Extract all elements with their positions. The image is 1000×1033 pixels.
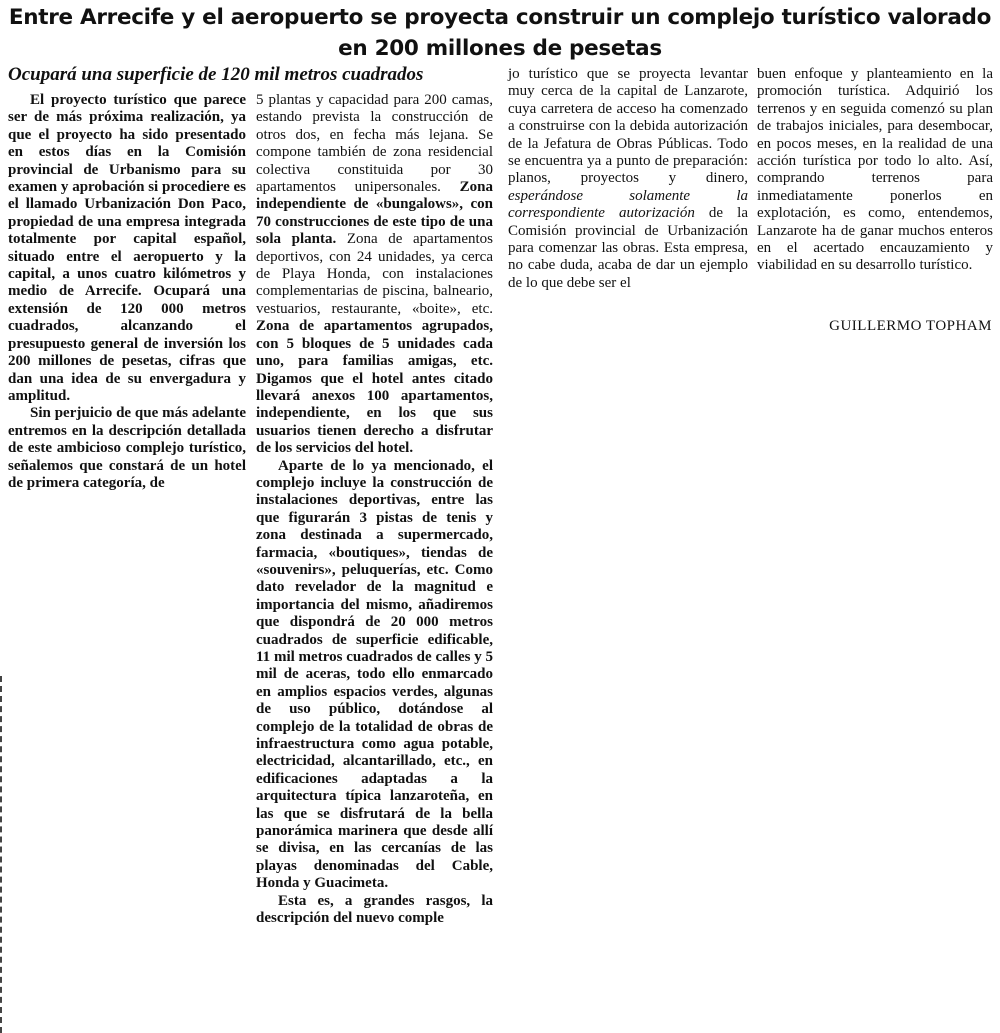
text-run: esperándose solamente la correspondiente autorización xyxy=(508,187,748,222)
text-run: 5 plantas y capacidad para 200 camas, estando prevista la construcción de otros dos, en fecha más lejana. Se compone también de zona residencial colectiva constituida por 30 apartamentos unipersonales. xyxy=(256,92,493,196)
byline: GUILLERMO TOPHAM xyxy=(829,318,992,334)
paragraph: Aparte de lo ya mencionado, el complejo incluye la construcción de instalaciones deportivas, entre las que figurarán 3 pistas de tenis y zona destinada a supermercado, farmacia, «boutiques», tiendas de «souvenirs», peluquerías, etc. Como dato revelador de la magnitud e importancia del mismo, añadiremos que dispondrá de 20 000 metros cuadrados de superficie edificable, 11 mil metros cuadrados de calles y 5 mil de aceras, todo ello enmarcado en amplios espacios verdes, algunas de uso público, dotándose al complejo de la totalidad de obras de infraestructura como agua potable, electricidad, alcantarillado, etc., en edificaciones adaptadas a la arquitectura típica lanzaroteña, en las que se disfrutará de la bella panorámica marinera que desde allí se divisa, en las cercanías de las playas denominadas del Cable, Honda y Guacimeta. xyxy=(256,457,493,892)
subtitle: Ocupará una superficie de 120 mil metros cuadrados xyxy=(8,64,424,85)
text-run: Zona de apartamentos deportivos, con 24 unidades, ya cerca de Playa Honda, con instalaciones complementarias de piscina, balneario, vestuarios, restaurante, «boite», etc. xyxy=(256,231,493,317)
paragraph xyxy=(256,92,493,458)
paragraph: El proyecto turístico que parece ser de más próxima realización, ya que el proyecto ha sido presentado en estos días en la Comisión provincial de Urbanismo para su examen y aprobación si procediere es el llamado Urbanización Don Paco, propiedad de una empresa integrada totalmente por capital español, situado entre el aeropuerto y la capital, a unos cuatro kilómetros y medio de Arrecife. Ocupará una extensión de 120 000 metros cuadrados, alcanzando el presupuesto general de inversión los 200 millones de pesetas, cifras que dan una idea de su envergadura y amplitud. xyxy=(8,92,246,404)
paragraph: buen enfoque y planteamiento en la promoción turística. Adquirió los terrenos y en seguida comenzó su plan de trabajos iniciales, para desembocar, en pocos meses, en la realidad de una acción turística por todo lo alto. Así, comprando terrenos para inmediatamente ponerlos en explotación, es como, entendemos, Lanzarote ha de ganar muchos enteros en el acertado encauzamiento y viabilidad en su desarrollo turístico. xyxy=(757,66,993,274)
paragraph xyxy=(508,66,748,292)
clipping-cut-line xyxy=(0,676,2,1033)
text-run: jo turístico que se proyecta levantar muy cerca de la capital de Lanzarote, cuya carretera de acceso ha comenzado a construirse con la debida autorización de la Jefatura de Obras Públicas. Todo se encuentra ya a punto de preparación: planos, proyectos y dinero, xyxy=(508,66,748,187)
text-run: de la Comisión provincial de Urbanización para comenzar las obras. Esta empresa, no cabe duda, acaba de dar un ejemplo de lo que debe ser el xyxy=(508,205,748,291)
column-2 xyxy=(256,92,493,928)
column-3 xyxy=(508,66,748,292)
paragraph: Sin perjuicio de que más adelante entremos en la descripción detallada de este ambicioso complejo turístico, señalemos que constará de un hotel de primera categoría, de xyxy=(8,405,246,491)
text-run: Zona independiente de «bungalows», con 70 construcciones de este tipo de una sola planta. xyxy=(256,179,493,248)
headline: Entre Arrecife y el aeropuerto se proyecta construir un complejo turístico valorado en 200 millones de pesetas xyxy=(8,5,992,61)
text-run: Zona de apartamentos agrupados, con 5 bloques de 5 unidades cada uno, para familias amigas, etc. Digamos que el hotel antes citado llevará anexos 100 apartamentos, independiente, en los que sus usuarios tienen derecho a disfrutar de los servicios del hotel. xyxy=(256,318,493,457)
paragraph: Esta es, a grandes rasgos, la descripción del nuevo comple xyxy=(256,892,493,927)
column-1 xyxy=(8,92,246,492)
column-4 xyxy=(757,66,993,275)
